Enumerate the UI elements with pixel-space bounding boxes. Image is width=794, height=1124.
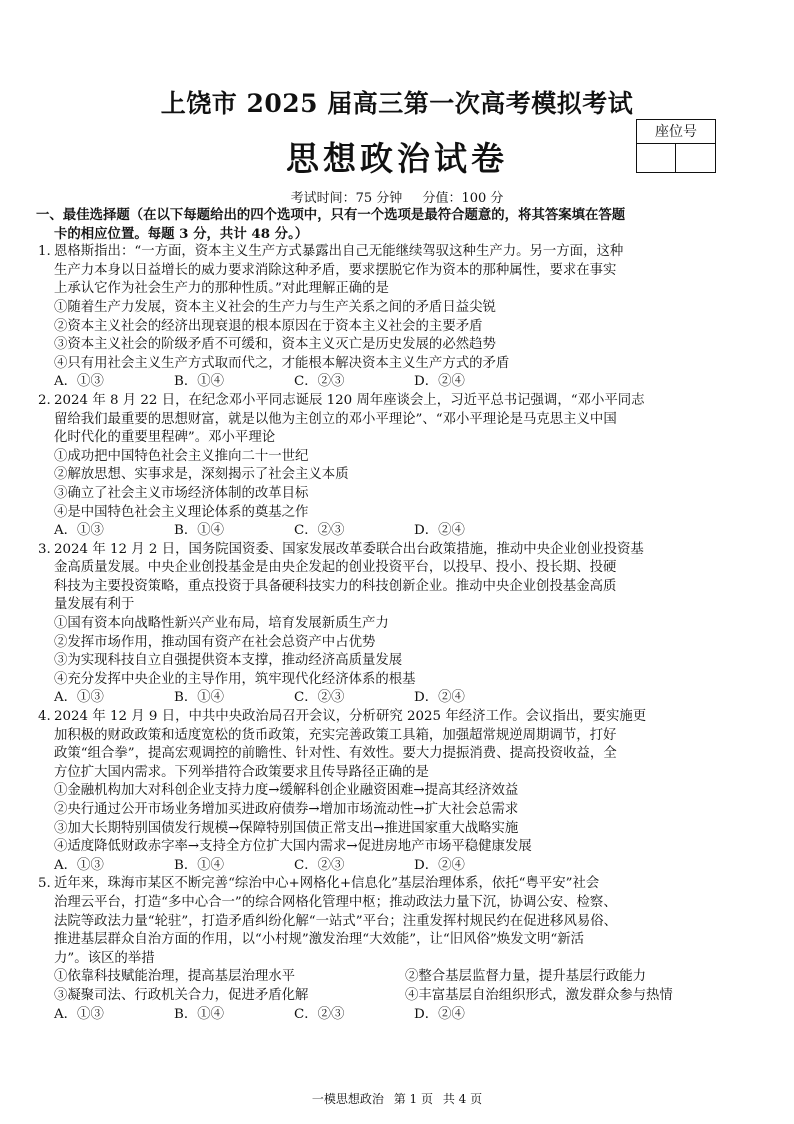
choice-a: A．①③: [54, 1006, 104, 1022]
question-5: [36, 875, 756, 1024]
answer-choices: [54, 689, 756, 708]
choice-a: A．①③: [54, 690, 104, 706]
exam-content: [36, 206, 756, 1024]
answer-choices: [54, 373, 756, 392]
seat-number-label: 座位号: [637, 120, 715, 144]
footer-page: 第 1 页: [393, 1092, 433, 1106]
choice-d: D．②④: [414, 690, 465, 706]
exam-subject-title: 思想政治试卷: [286, 139, 508, 178]
question-number: 5.: [38, 876, 51, 892]
question-stem-line: 推进基层群众自治方面的作用，以“小村规”激发治理“大效能”，让“旧风俗”焕发文明“新活: [54, 932, 584, 948]
question-option: ①国有资本向战略性新兴产业布局，培育发展新质生产力: [54, 616, 389, 632]
choice-c: C．②③: [294, 690, 345, 706]
choice-d: D．②④: [414, 374, 465, 390]
question-number: 3.: [38, 541, 51, 557]
seat-number-box: [636, 119, 716, 173]
question-number: 1.: [38, 244, 51, 260]
seat-number-cell: [676, 144, 715, 172]
question-stem-line: 金高质量发展。中央企业创投基金是由央企发起的创业投资平台，以投早、投小、投长期、投硬: [54, 560, 617, 576]
exam-time: 考试时间：75 分钟: [290, 191, 403, 206]
footer-subject: 一模思想政治: [311, 1092, 384, 1106]
question-option: ③凝聚司法、行政机关合力，促进矛盾化解: [54, 987, 309, 1003]
question-stem-line: 2024 年 12 月 9 日，中共中央政治局召开会议，分析研究 2025 年经济工作。会议指出，要实施更: [54, 709, 647, 725]
question-stem-line: 恩格斯指出：“一方面，资本主义生产方式暴露出自己无能继续驾驭这种生产力。另一方面，这种: [54, 244, 624, 260]
question-stem-line: 法院等政法力量“轮驻”，打造矛盾纠纷化解“一站式”平台；注重发挥村规民约在促进移风易俗、: [54, 913, 618, 929]
question-4: [36, 708, 756, 875]
question-stem-line: 生产力本身以日益增长的威力要求消除这种矛盾，要求摆脱它作为资本的那种属性，要求在事实: [54, 262, 617, 278]
question-stem-line: 化时代化的重要里程碑”。邓小平理论: [54, 430, 276, 446]
choice-c: C．②③: [294, 857, 345, 873]
question-stem-line: 2024 年 12 月 2 日，国务院国资委、国家发展改革委联合出台政策措施，推动中央企业创业投资基: [54, 541, 644, 557]
question-stem-line: 方位扩大国内需求。下列举措符合政策要求且传导路径正确的是: [54, 764, 429, 780]
question-3: [36, 541, 756, 708]
choice-d: D．②④: [414, 523, 465, 539]
question-option: ②整合基层监督力量，提升基层行政能力: [405, 969, 647, 985]
answer-choices: [54, 857, 756, 876]
question-option: ③为实现科技自立自强提供资本支撑，推动经济高质量发展: [54, 653, 403, 669]
question-option: ④是中国特色社会主义理论体系的奠基之作: [54, 504, 309, 520]
question-option: ③确立了社会主义市场经济体制的改革目标: [54, 485, 309, 501]
question-option: ②资本主义社会的经济出现衰退的根本原因在于资本主义社会的主要矛盾: [54, 318, 483, 334]
choice-c: C．②③: [294, 523, 345, 539]
question-option: ③资本主义社会的阶级矛盾不可缓和，资本主义灭亡是历史发展的必然趋势: [54, 337, 496, 353]
seat-number-cell: [637, 144, 676, 172]
question-option: ①成功把中国特色社会主义推向二十一世纪: [54, 448, 309, 464]
choice-b: B．①④: [174, 857, 225, 873]
choice-b: B．①④: [174, 690, 225, 706]
option-row: [54, 987, 756, 1006]
question-option: ④充分发挥中央企业的主导作用，筑牢现代化经济体系的根基: [54, 671, 416, 687]
question-1: [36, 243, 756, 392]
section-instruction-cont: 卡的相应位置。每题 3 分，共计 48 分。）: [54, 225, 309, 242]
choice-a: A．①③: [54, 374, 104, 390]
page-footer: [0, 1090, 794, 1107]
question-option: ①依靠科技赋能治理，提高基层治理水平: [54, 969, 296, 985]
question-stem-line: 加积极的财政政策和适度宽松的货币政策，充实完善政策工具箱，加强超常规逆周期调节，打好: [54, 727, 617, 743]
exam-title: 上饶市 2025 届高三第一次高考模拟考试: [160, 89, 634, 118]
choice-c: C．②③: [294, 1006, 345, 1022]
exam-meta: [0, 187, 794, 206]
footer-total: 共 4 页: [442, 1092, 483, 1106]
question-stem-line: 力”。该区的举措: [54, 950, 155, 966]
question-option: ④只有用社会主义生产方式取而代之，才能根本解决资本主义生产方式的矛盾: [54, 355, 510, 371]
question-option: ④适度降低财政赤字率→支持全方位扩大国内需求→促进房地产市场平稳健康发展: [54, 839, 532, 855]
choice-b: B．①④: [174, 523, 225, 539]
question-2: [36, 392, 756, 541]
answer-choices: [54, 1006, 756, 1025]
question-stem-line: 2024 年 8 月 22 日，在纪念邓小平同志诞辰 120 周年座谈会上，习近平总书记强调，“邓小平同志: [54, 392, 645, 408]
choice-d: D．②④: [414, 1006, 465, 1022]
question-stem-line: 量发展有利于: [54, 597, 135, 613]
question-stem-line: 近年来，珠海市某区不断完善“综治中心+网格化+信息化”基层治理体系，依托“粤平安”社会: [54, 876, 600, 892]
question-stem-line: 政策“组合拳”，提高宏观调控的前瞻性、针对性、有效性。要大力提振消费、提高投资收益，全: [54, 746, 617, 762]
section-instruction: 一、最佳选择题（在以下每题给出的四个选项中，只有一个选项是最符合题意的，将其答案填在答题: [36, 207, 626, 223]
question-stem-line: 科技为主要投资策略，重点投资于具备硬科技实力的科技创新企业。推动中央企业创投基金高质: [54, 578, 617, 594]
option-row: [54, 968, 756, 987]
question-stem-line: 上承认它作为社会生产力的那种性质。”对此理解正确的是: [54, 281, 389, 297]
question-option: ①金融机构加大对科创企业支持力度→缓解科创企业融资困难→提高其经济效益: [54, 783, 519, 799]
question-number: 4.: [38, 709, 51, 725]
question-option: ①随着生产力发展，资本主义社会的生产力与生产关系之间的矛盾日益尖锐: [54, 299, 496, 315]
answer-choices: [54, 522, 756, 541]
question-option: ③加大长期特别国债发行规模→保障特别国债正常支出→推进国家重大战略实施: [54, 820, 519, 836]
choice-a: A．①③: [54, 857, 104, 873]
choice-b: B．①④: [174, 1006, 225, 1022]
choice-d: D．②④: [414, 857, 465, 873]
question-option: ②发挥市场作用，推动国有资产在社会总资产中占优势: [54, 634, 376, 650]
choice-b: B．①④: [174, 374, 225, 390]
question-option: ④丰富基层自治组织形式，激发群众参与热情: [405, 987, 673, 1003]
question-option: ②解放思想、实事求是，深刻揭示了社会主义本质: [54, 467, 349, 483]
exam-score: 分值：100 分: [422, 191, 504, 206]
question-stem-line: 治理云平台，打造“多中心合一”的综合网格化管理中枢；推动政法力量下沉，协调公安、检察、: [54, 894, 617, 910]
question-option: ②央行通过公开市场业务增加买进政府债券→增加市场流动性→扩大社会总需求: [54, 802, 519, 817]
question-stem-line: 留给我们最重要的思想财富，就是以他为主创立的邓小平理论”、“邓小平理论是马克思主义中国: [54, 411, 617, 427]
choice-c: C．②③: [294, 374, 345, 390]
choice-a: A．①③: [54, 523, 104, 539]
question-number: 2.: [38, 392, 51, 408]
